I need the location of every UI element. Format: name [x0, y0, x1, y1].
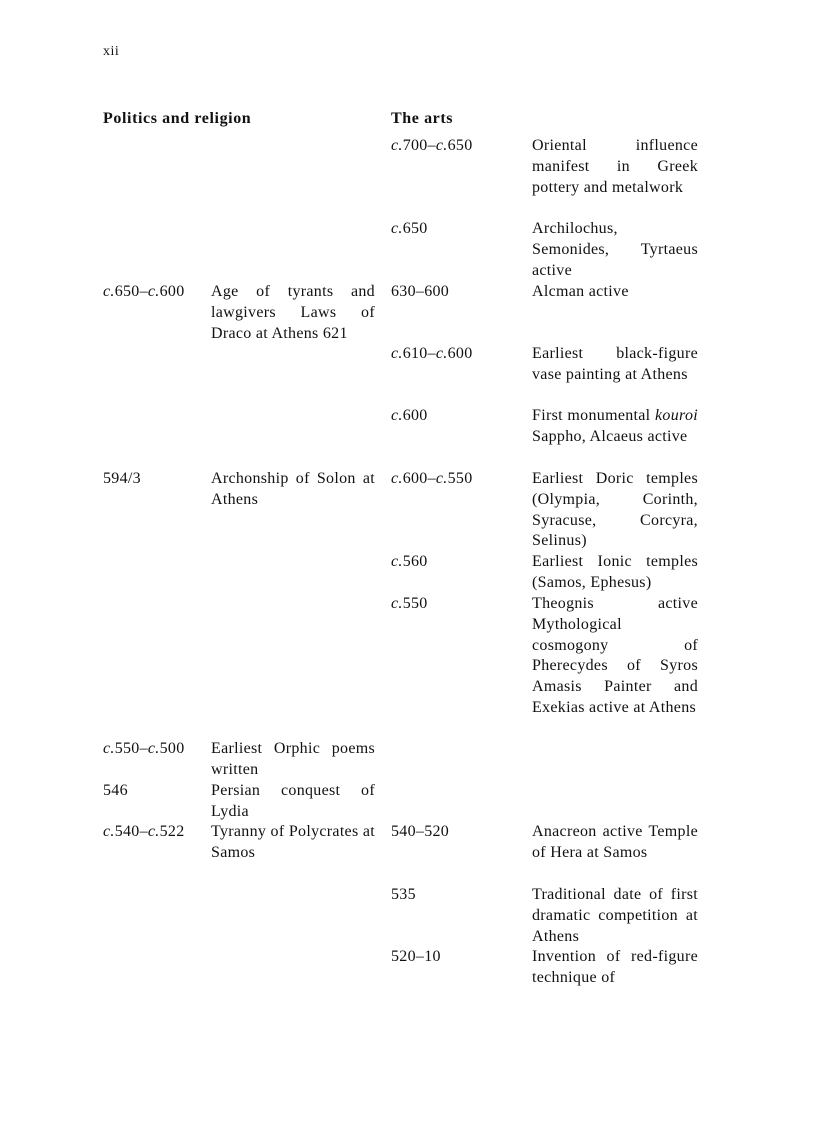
politics-event: Age of tyrants and lawgivers Laws of Draco at Athens 621 [211, 283, 375, 342]
arts-date: c.650 [391, 220, 428, 237]
politics-date: 546 [103, 782, 128, 799]
politics-event: Archonship of Solon at Athens [211, 470, 375, 508]
politics-date: c.540–c.522 [103, 823, 185, 840]
arts-date: 520–10 [391, 948, 441, 965]
politics-date: 594/3 [103, 470, 141, 487]
arts-date: c.550 [391, 595, 428, 612]
page-number: xii [103, 44, 120, 59]
politics-event: Persian conquest of Lydia [211, 782, 375, 820]
arts-event: Earliest black-figure vase painting at Athens [532, 345, 698, 383]
arts-event-text: Sappho, Alcaeus active [532, 427, 688, 445]
arts-event: Theognis active Mythological cosmogony of Pherecydes of Syros Amasis Painter and Exekias active at Athens [532, 595, 698, 716]
politics-date: c.650–c.600 [103, 283, 185, 300]
politics-date: c.550–c.500 [103, 740, 185, 757]
arts-date: c.560 [391, 553, 428, 570]
arts-date: c.610–c.600 [391, 345, 473, 362]
arts-event: Earliest Doric temples (Olympia, Corinth, Syracuse, Corcyra, Selinus) [532, 470, 698, 550]
arts-event-text: First monumental [532, 407, 656, 424]
arts-date: 535 [391, 886, 416, 903]
politics-event: Earliest Orphic poems written [211, 740, 375, 778]
arts-event: Invention of red-figure technique of [532, 948, 698, 986]
heading-politics-religion: Politics and religion [103, 110, 252, 127]
arts-event: Alcman active [532, 283, 629, 300]
arts-event: Traditional date of first dramatic competition at Athens [532, 886, 698, 945]
politics-event: Tyranny of Polycrates at Samos [211, 823, 375, 861]
arts-event: Earliest Ionic temples (Samos, Ephesus) [532, 553, 698, 591]
arts-date: c.700–c.650 [391, 137, 473, 154]
heading-the-arts: The arts [391, 110, 454, 127]
arts-date: c.600–c.550 [391, 470, 473, 487]
arts-date: 630–600 [391, 283, 450, 300]
arts-event: Oriental influence manifest in Greek pottery and metalwork [532, 137, 698, 196]
arts-event [532, 406, 698, 448]
arts-event: Anacreon active Temple of Hera at Samos [532, 823, 698, 861]
arts-date: c.600 [391, 407, 428, 424]
arts-event-italic: kouroi [655, 407, 698, 424]
arts-date: 540–520 [391, 823, 450, 840]
arts-event: Archilochus, Semonides, Tyrtaeus active [532, 220, 698, 279]
